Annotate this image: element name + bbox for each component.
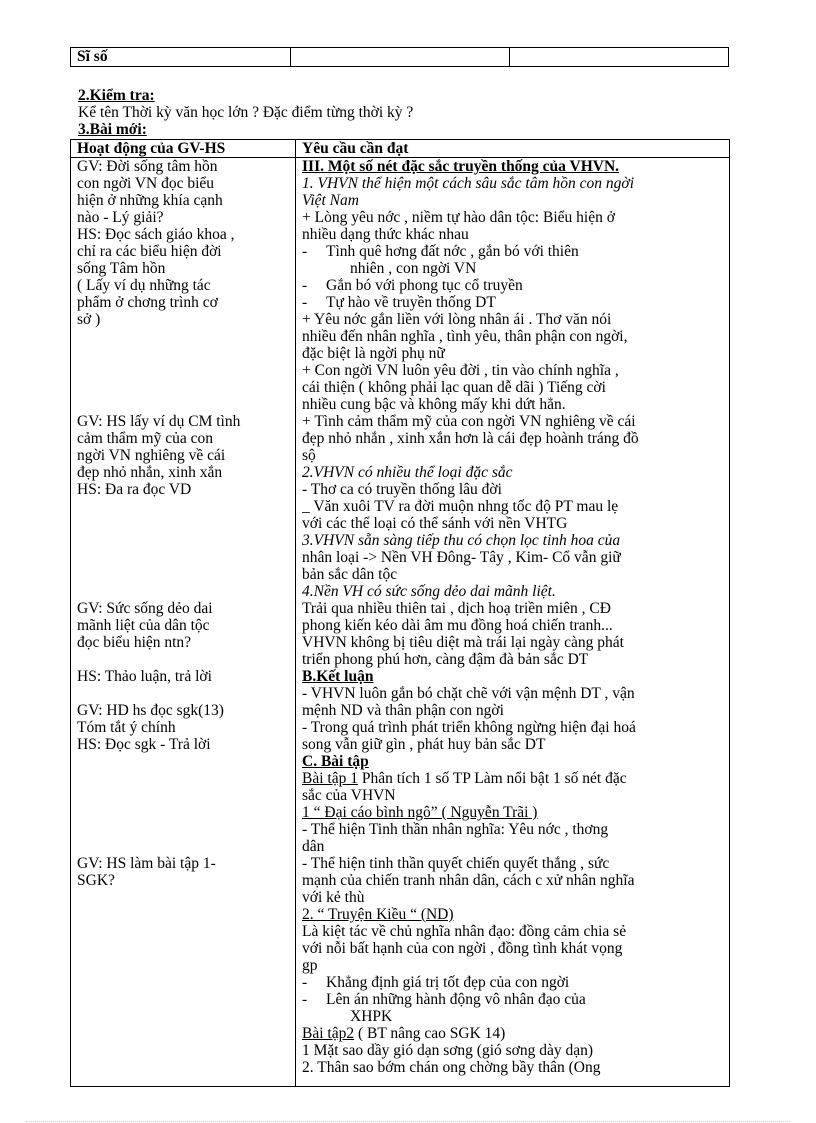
work1-title: 1 “ Đại cáo bình ngô” ( Nguyễn Trãi ): [302, 804, 538, 821]
work2-title: 2. “ Truyện Kiều “ (ND): [302, 906, 454, 923]
paragraph-line: đặc biệt là ngời phụ nữ: [302, 345, 445, 362]
paragraph-line: phong kiến kéo dài âm mu đồng hoá chiến tranh...: [302, 617, 613, 634]
item2-title: 2.VHVN có nhiều thể loại đặc sắc: [302, 464, 513, 481]
paragraph-line: với các thể loại có thể sánh với nền VHTG: [302, 515, 568, 532]
left-line: HS: Đa ra đọc VD: [77, 481, 192, 498]
item1-title: Việt Nam: [302, 192, 359, 209]
paragraph-line: - VHVN luôn gắn bó chặt chẽ với vận mệnh DT , vận: [302, 685, 635, 702]
left-line: HS: Đọc sách giáo khoa ,: [77, 226, 235, 243]
left-line: sở ): [77, 311, 101, 328]
paragraph-line: với nỗi bất hạnh của con ngời , đồng tình khát vọng: [302, 940, 623, 957]
exercise2-label: Bài tập2: [302, 1025, 355, 1042]
left-line: SGK?: [77, 872, 115, 889]
section-III-heading: III. Một số nét đặc sắc truyền thống của VHVN.: [302, 158, 620, 175]
paragraph-line: nhiều dạng thức khác nhau: [302, 226, 469, 243]
left-line: GV: HS làm bài tập 1-: [77, 855, 216, 872]
learning-requirements: [296, 158, 730, 1087]
paragraph-line: nhiều cung bậc và không mấy khi dứt hẳn.: [302, 396, 566, 413]
left-line: Tóm tắt ý chính: [77, 719, 176, 736]
class-size-table: [70, 47, 729, 67]
left-line: GV: HS lấy ví dụ CM tình: [77, 413, 241, 430]
paragraph-line: mệnh ND và thân phận con ngời: [302, 702, 504, 719]
exercise2-text: ( BT nâng cao SGK 14): [354, 1025, 506, 1042]
bullet-line: - Khẳng định giá trị tốt đẹp của con ngời: [302, 974, 725, 991]
left-line: sống Tâm hồn: [77, 260, 166, 277]
bullet-line: - Tự hào về truyền thống DT: [302, 294, 725, 311]
left-line: mãnh liệt của dân tộc: [77, 617, 210, 634]
left-line: GV: HD hs đọc sgk(13): [77, 702, 224, 719]
paragraph-line: Là kiệt tác về chủ nghĩa nhân đạo: đồng cảm chia sẻ: [302, 923, 627, 940]
paragraph-line: - Trong quá trình phát triển không ngừng hiện đại hoá: [302, 719, 636, 736]
paragraph-line: nhân loại -> Nền VH Đông- Tây , Kim- Cổ vẫn giữ: [302, 549, 621, 566]
left-line: đọc biểu hiện ntn?: [77, 634, 192, 651]
paragraph-line: - Thể hiện Tinh thần nhân nghĩa: Yêu nớc , thơng: [302, 821, 609, 838]
check-heading: 2.Kiểm tra:: [78, 87, 155, 104]
left-line: GV: Sức sống dẻo dai: [77, 600, 213, 617]
paragraph-line: mạnh của chiến tranh nhân dân, cách c xử nhân nghĩa: [302, 872, 635, 889]
item4-title: 4.Nền VH có sức sống dẻo dai mãnh liệt.: [302, 583, 556, 600]
paragraph-line: VHVN không bị tiêu diệt mà trái lại ngày càng phát: [302, 634, 624, 651]
paragraph-line: gp: [302, 957, 318, 974]
section-B-heading: B.Kết luận: [302, 668, 374, 685]
paragraph-line: 2. Thân sao bớm chán ong chờng bầy thân (Ong: [302, 1059, 601, 1076]
left-line: phẩm ở chơng trình cơ: [77, 294, 218, 311]
left-line: ( Lấy ví dụ những tác: [77, 277, 211, 294]
paragraph-line: đẹp nhỏ nhắn , xinh xắn hơn là cái đẹp hoành tráng đồ: [302, 430, 639, 447]
paragraph-line: Trải qua nhiều thiên tai , dịch hoạ triền miên , CĐ: [302, 600, 611, 617]
paragraph-line: nhiều đến nhân nghĩa , tình yêu, thân phận con ngời,: [302, 328, 628, 345]
item1-title: 1. VHVN thể hiện một cách sâu sắc tâm hồn con ngời: [302, 175, 635, 192]
class-size-cell-1: [291, 48, 510, 67]
paragraph-line: + Tình cảm thẩm mỹ của con ngời VN nghiêng về cái: [302, 413, 636, 430]
left-line: đẹp nhỏ nhắn, xinh xắn: [77, 464, 223, 481]
left-line: GV: Đời sống tâm hồn: [77, 158, 218, 175]
left-line: HS: Thảo luận, trả lời: [77, 668, 212, 685]
bullet-line: - Tình quê hơng đất nớc , gắn bó với thiên: [302, 243, 725, 260]
item3-title: 3.VHVN sẵn sàng tiếp thu có chọn lọc tinh hoa của: [302, 532, 621, 549]
paragraph-line: _ Văn xuôi TV ra đời muộn nhng tốc độ PT mau lẹ: [302, 498, 619, 515]
paragraph-line: 1 Mặt sao dầy gió dạn sơng (gió sơng dày dạn): [302, 1042, 594, 1059]
left-line: ngời VN nghiêng về cái: [77, 447, 226, 464]
paragraph-line: + Con ngời VN luôn yêu đời , tin vào chính nghĩa ,: [302, 362, 619, 379]
left-line: con ngời VN đọc biểu: [77, 175, 215, 192]
paragraph-line: với kẻ thù: [302, 889, 365, 906]
left-line: cảm thẩm mỹ của con: [77, 430, 214, 447]
exercise1-line: [302, 770, 725, 787]
left-line: chỉ ra các biểu hiện đời: [77, 243, 222, 260]
col-header-activities: Hoạt động của GV-HS: [71, 140, 296, 158]
paragraph-line: sộ: [302, 447, 316, 464]
check-question: Kể tên Thời kỳ văn học lớn ? Đặc điểm từng thời kỳ ?: [78, 104, 414, 121]
exercise1-text: Phân tích 1 số TP Làm nổi bật 1 số nét đặc: [357, 770, 627, 787]
paragraph-line: + Lòng yêu nớc , niềm tự hào dân tộc: Biểu hiện ở: [302, 209, 615, 226]
bullet-line: XHPK: [350, 1008, 393, 1025]
bullet-line: - Lên án những hành động vô nhân đạo của: [302, 991, 725, 1008]
left-line: hiện ở những khía cạnh: [77, 192, 223, 209]
teacher-student-activities: [71, 158, 296, 1087]
bullet-line: - Gắn bó với phong tục cổ truyền: [302, 277, 725, 294]
col-header-requirements: Yêu cầu cần đạt: [296, 140, 730, 158]
section-C-heading: C. Bài tập: [302, 753, 369, 770]
left-line: HS: Đọc sgk - Trả lời: [77, 736, 211, 753]
new-lesson-heading: 3.Bài mới:: [78, 121, 147, 138]
paragraph-line: sắc của VHVN: [302, 787, 396, 804]
exercise1-label: Bài tập 1: [302, 770, 358, 787]
paragraph-line: dân: [302, 838, 325, 855]
paragraph-line: + Yêu nớc gắn liền với lòng nhân ái . Thơ văn nói: [302, 311, 612, 328]
exercise2-line: [302, 1025, 725, 1042]
paragraph-line: - Thơ ca có truyền thống lâu đời: [302, 481, 502, 498]
class-size-label: Sĩ số: [71, 48, 291, 67]
paragraph-line: cái thiện ( không phải lạc quan dễ dãi ) Tiếng cời: [302, 379, 606, 396]
left-line: nào - Lý giải?: [77, 209, 164, 226]
class-size-cell-2: [510, 48, 729, 67]
bullet-line: nhiên , con ngời VN: [350, 260, 477, 277]
paragraph-line: bản sắc dân tộc: [302, 566, 398, 583]
lesson-table: [70, 139, 730, 1087]
page-bottom-divider: [26, 1121, 790, 1122]
paragraph-line: - Thể hiện tinh thần quyết chiến quyết thắng , sức: [302, 855, 610, 872]
paragraph-line: triển phong phú hơn, càng đậm đà bản sắc DT: [302, 651, 589, 668]
paragraph-line: song vẫn giữ gìn , phát huy bản sắc DT: [302, 736, 546, 753]
